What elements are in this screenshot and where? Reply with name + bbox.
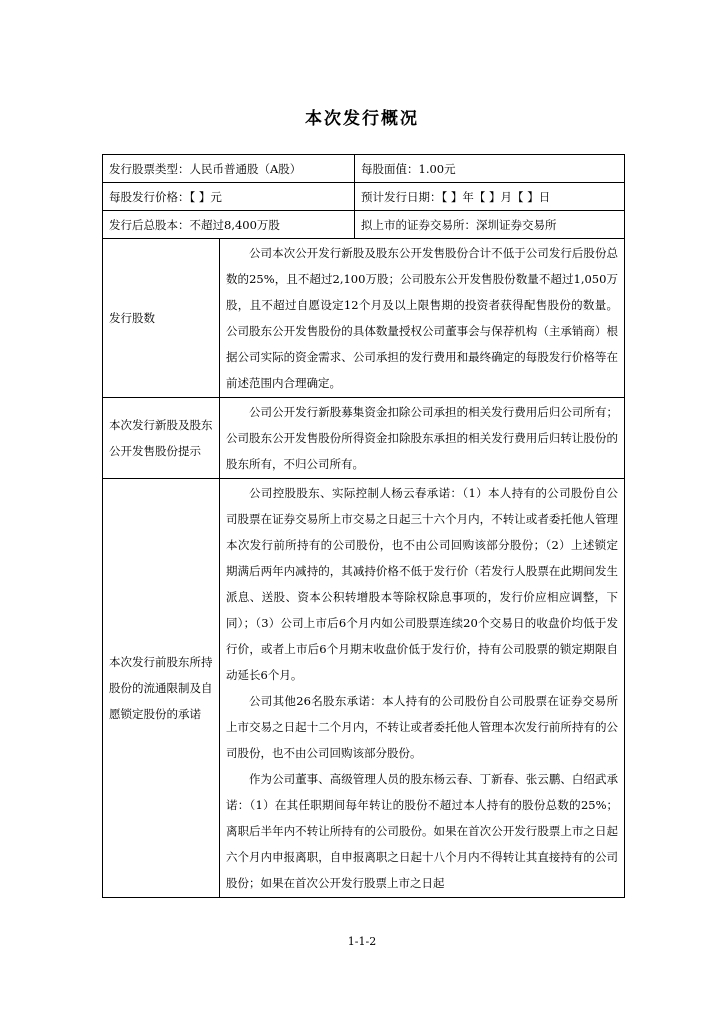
issue-shares-content bbox=[220, 239, 625, 398]
table-row bbox=[103, 211, 625, 239]
page-title: 本次发行概况 bbox=[305, 109, 419, 129]
offering-overview-table bbox=[102, 154, 625, 898]
issue-shares-text: 公司本次公开发行新股及股东公开发售股份合计不低于公司发行后股份总数的25%，且不超过2,100万股；公司股东公开发售股份数量不超过1,050万股，且不超过自愿设定12个月及以上限售期的投资者获得配售股份的数量。公司股东公开发售股份的具体数量授权公司董事会与保荐机构（主承销商）根据公司实际的资金需求、公司承担的发行费用和最终确定的每股发行价格等在前述范围内合理确定。 bbox=[226, 246, 618, 390]
lockup-content bbox=[220, 479, 625, 898]
proceeds-note-text: 公司公开发行新股募集资金扣除公司承担的相关发行费用后归公司所有；公司股东公开发售股份所得资金扣除股东承担的相关发行费用后归转让股份的股东所有，不归公司所有。 bbox=[226, 405, 618, 471]
total-shares-cell: 发行后总股本：不超过8,400万股 bbox=[103, 211, 355, 239]
lockup-paragraph-3: 作为公司董事、高级管理人员的股东杨云春、丁新春、张云鹏、白绍武承诺：（1）在其任职期间每年转让的股份不超过本人持有的股份总数的25%；离职后半年内不转让所持有的公司股份。如果在首次公开发行股票上市之日起六个月内申报离职，自申报离职之日起十八个月内不得转让其直接持有的公司股份；如果在首次公开发行股票上市之日起 bbox=[226, 772, 618, 890]
lockup-label: 本次发行前股东所持股份的流通限制及自愿锁定股份的承诺 bbox=[103, 479, 220, 898]
table-row bbox=[103, 398, 625, 479]
issue-price-cell: 每股发行价格：【 】元 bbox=[103, 183, 355, 211]
table-row bbox=[103, 155, 625, 183]
issue-shares-label: 发行股数 bbox=[103, 239, 220, 398]
proceeds-note-content bbox=[220, 398, 625, 479]
page-number: 1-1-2 bbox=[347, 935, 377, 948]
proceeds-note-label: 本次发行新股及股东公开发售股份提示 bbox=[103, 398, 220, 479]
table-row bbox=[103, 183, 625, 211]
lockup-paragraph-1: 公司控股股东、实际控制人杨云春承诺：（1）本人持有的公司股份自公司股票在证券交易所上市交易之日起三十六个月内，不转让或者委托他人管理本次发行前所持有的公司股份，也不由公司回购该部分股份；（2）上述锁定期满后两年内减持的，其减持价格不低于发行价（若发行人股票在此期间发生派息、送股、资本公积转增股本等除权除息事项的，发行价应相应调整，下同）；（3）公司上市后6个月内如公司股票连续20个交易日的收盘价均低于发行价，或者上市后6个月期末收盘价低于发行价，持有公司股票的锁定期限自动延长6个月。 bbox=[226, 486, 618, 682]
table-row bbox=[103, 239, 625, 398]
stock-type-cell: 发行股票类型：人民币普通股（A股） bbox=[103, 155, 355, 183]
par-value-cell: 每股面值：1.00元 bbox=[355, 155, 625, 183]
lockup-paragraph-2: 公司其他26名股东承诺：本人持有的公司股份自公司股票在证券交易所上市交易之日起十二个月内，不转让或者委托他人管理本次发行前所持有的公司股份，也不由公司回购该部分股份。 bbox=[226, 694, 618, 760]
table-row bbox=[103, 479, 625, 898]
issue-date-cell: 预计发行日期：【 】年【 】月【 】日 bbox=[355, 183, 625, 211]
exchange-cell: 拟上市的证券交易所：深圳证券交易所 bbox=[355, 211, 625, 239]
